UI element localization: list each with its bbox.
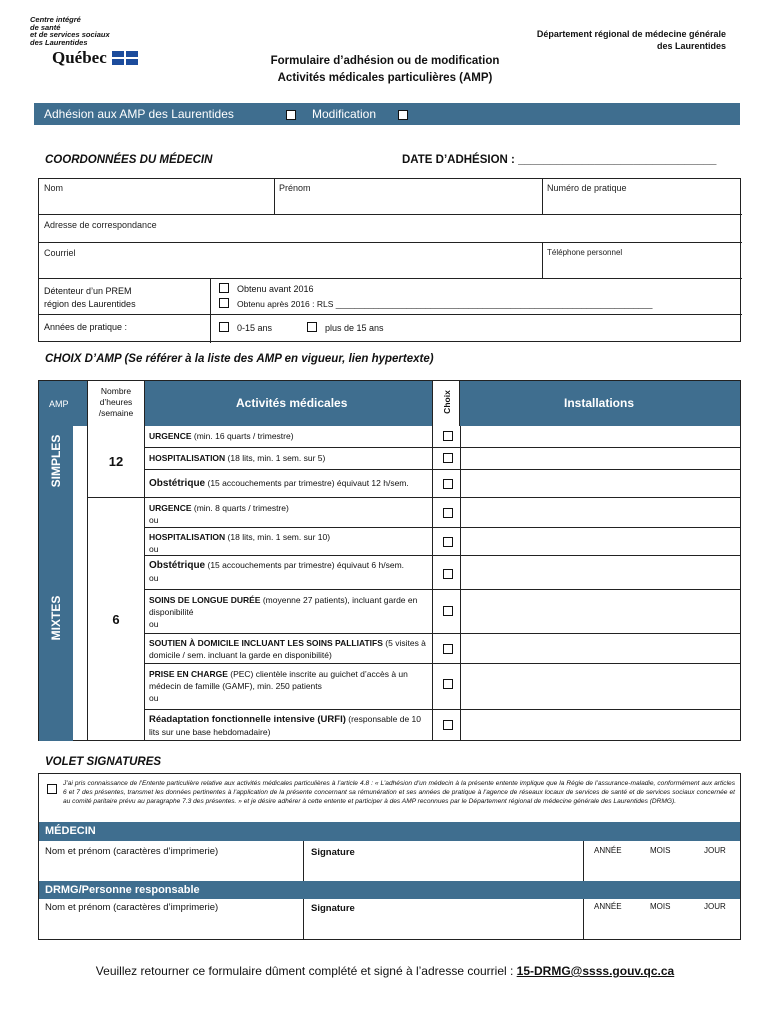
- mixte-row-soutien-domicile: SOUTIEN À DOMICILE INCLUANT LES SOINS PALLIATIFS (5 visites à domicile / sem. incluant la garde en disponibilité): [145, 634, 740, 664]
- signatures-box: [38, 773, 741, 940]
- telephone-field[interactable]: Téléphone personnel: [543, 243, 742, 279]
- medecin-nom-field[interactable]: Nom et prénom (caractères d’imprimerie): [45, 846, 219, 857]
- choix-heading: CHOIX D’AMP (Se référer à la liste des AMP en vigueur, lien hypertexte): [45, 353, 434, 365]
- mixte-urgence-checkbox[interactable]: [443, 508, 453, 518]
- prenom-field[interactable]: Prénom: [275, 179, 543, 215]
- simple-obstetrique-checkbox[interactable]: [443, 479, 453, 489]
- adresse-field[interactable]: Adresse de correspondance: [39, 215, 742, 243]
- form-type-banner: [34, 103, 740, 125]
- drmg-nom-field[interactable]: Nom et prénom (caractères d’imprimerie): [45, 902, 219, 913]
- nom-field[interactable]: Nom: [39, 179, 275, 215]
- annees-15-plus-checkbox[interactable]: [307, 322, 317, 332]
- mixte-soutien-domicile-checkbox[interactable]: [443, 644, 453, 654]
- simples-hours: 12: [87, 426, 145, 498]
- simple-urgence-checkbox[interactable]: [443, 431, 453, 441]
- mixte-soins-longue-duree-checkbox[interactable]: [443, 606, 453, 616]
- mixte-hospitalisation-checkbox[interactable]: [443, 537, 453, 547]
- drmg-signature-row: [39, 899, 740, 939]
- footer-email-link[interactable]: 15-DRMG@ssss.gouv.qc.ca: [516, 964, 675, 978]
- date-adhesion-label: DATE D’ADHÉSION : _______________________________: [402, 154, 717, 166]
- prem-rls-field[interactable]: Obtenu après 2016 : RLS ___________________________________________________________________: [237, 299, 653, 309]
- amp-header-row: AMP Nombre d’heures /semaine Activités médicales Choix Installations: [39, 381, 740, 426]
- drmg-mois-field[interactable]: MOIS: [650, 902, 671, 911]
- annees-label: Années de pratique :: [39, 315, 211, 343]
- mixte-row-hospitalisation: HOSPITALISATION (18 lits, min. 1 sem. sur 10) ou: [145, 528, 740, 556]
- org-name: Centre intégré de santé et de services sociaux des Laurentides: [30, 15, 110, 47]
- coordonnees-heading: COORDONNÉES DU MÉDECIN: [45, 154, 213, 166]
- mixte-urfi-checkbox[interactable]: [443, 720, 453, 730]
- medecin-annee-field[interactable]: ANNÉE: [594, 846, 622, 855]
- simples-side-label: SIMPLES: [39, 426, 73, 498]
- consent-text: J’ai pris connaissance de l’Entente particulière relative aux activités médicales particulières à l’article 4.8 : « L’adhésion d’un médecin à la présente entente implique que la Régie de l’assurance-maladie, conformément aux articles 6 et 7 des présentes, transmet les données pertinentes à l’application de la présente concernant sa rémunération et ses années de pratique à l’agence de réseaux locaux de services de santé et de services sociaux concernée et au comité paritaire prévu au paragraphe 7.3 des présentes. » et je désire adhérer à cette entente et participer à des AMP reconnues par le Département régional de médecine générale des Laurentides (DRMG).: [63, 780, 735, 805]
- coordonnees-table: [38, 178, 741, 342]
- form-title: Formulaire d’adhésion ou de modification Activités médicales particulières (AMP): [270, 55, 500, 84]
- mixtes-side-label: MIXTES: [39, 498, 73, 741]
- simple-row-urgence: URGENCE (min. 16 quarts / trimestre): [145, 426, 740, 448]
- mixte-row-prise-en-charge: PRISE EN CHARGE (PEC) clientèle inscrite au guichet d’accès à un médecin de famille (GAMF), min. 250 patients ou: [145, 664, 740, 710]
- adhesion-label: Adhésion aux AMP des Laurentides: [44, 107, 234, 121]
- org-logo: [30, 16, 150, 68]
- simple-row-hospitalisation: HOSPITALISATION (18 lits, min. 1 sem. sur 5): [145, 448, 740, 470]
- quebec-flag-icon: [112, 51, 138, 65]
- amp-table: [38, 380, 741, 741]
- courriel-field[interactable]: Courriel: [39, 243, 543, 279]
- mixte-row-obstetrique: Obstétrique (15 accouchements par trimestre) équivaut 6 h/sem. ou: [145, 556, 740, 590]
- numero-pratique-field[interactable]: Numéro de pratique: [543, 179, 742, 215]
- mixte-row-urfi: Réadaptation fonctionnelle intensive (URFI) (responsable de 10 lits sur une base hebdomadaire): [145, 710, 740, 740]
- drmg-jour-field[interactable]: JOUR: [704, 902, 726, 911]
- drmg-signature-field[interactable]: Signature: [311, 903, 355, 914]
- annees-0-15-checkbox[interactable]: [219, 322, 229, 332]
- adhesion-checkbox[interactable]: [286, 110, 296, 120]
- mixte-prise-en-charge-checkbox[interactable]: [443, 679, 453, 689]
- prem-options: Obtenu avant 2016 Obtenu après 2016 : RLS ___________________________________________________________________: [211, 279, 742, 315]
- prem-avant-2016-checkbox[interactable]: [219, 283, 229, 293]
- medecin-bar: MÉDECIN: [39, 822, 740, 841]
- medecin-jour-field[interactable]: JOUR: [704, 846, 726, 855]
- drmg-bar: DRMG/Personne responsable: [39, 881, 740, 899]
- mixtes-hours: 6: [87, 498, 145, 741]
- medecin-signature-row: [39, 841, 740, 881]
- modification-label: Modification: [312, 107, 377, 121]
- drmg-annee-field[interactable]: ANNÉE: [594, 902, 622, 911]
- mixte-row-urgence: URGENCE (min. 8 quarts / trimestre) ou: [145, 498, 740, 528]
- medecin-mois-field[interactable]: MOIS: [650, 846, 671, 855]
- prem-apres-2016-checkbox[interactable]: [219, 298, 229, 308]
- col-nombre: Nombre d’heures /semaine: [87, 381, 145, 426]
- medecin-signature-field[interactable]: Signature: [311, 847, 355, 858]
- annees-options: 0-15 ans plus de 15 ans: [211, 315, 742, 343]
- col-choix: Choix: [432, 381, 460, 426]
- modification-checkbox[interactable]: [398, 110, 408, 120]
- footer-note: Veuillez retourner ce formulaire dûment complété et signé à l’adresse courriel : 15-DRMG@ssss.gouv.qc.ca: [95, 964, 675, 978]
- quebec-wordmark: Québec: [52, 48, 107, 67]
- prem-label: Détenteur d’un PREM région des Laurentides: [39, 279, 211, 315]
- simple-hospitalisation-checkbox[interactable]: [443, 453, 453, 463]
- simple-row-obstetrique: Obstétrique (15 accouchements par trimestre) équivaut 12 h/sem.: [145, 470, 740, 498]
- signatures-heading: VOLET SIGNATURES: [45, 756, 162, 768]
- mixte-row-soins-longue-duree: SOINS DE LONGUE DURÉE (moyenne 27 patients), incluant garde en disponibilité ou: [145, 590, 740, 634]
- mixte-obstetrique-checkbox[interactable]: [443, 569, 453, 579]
- department-name: Département régional de médecine générale des Laurentides: [536, 29, 726, 51]
- consent-checkbox[interactable]: [47, 784, 57, 794]
